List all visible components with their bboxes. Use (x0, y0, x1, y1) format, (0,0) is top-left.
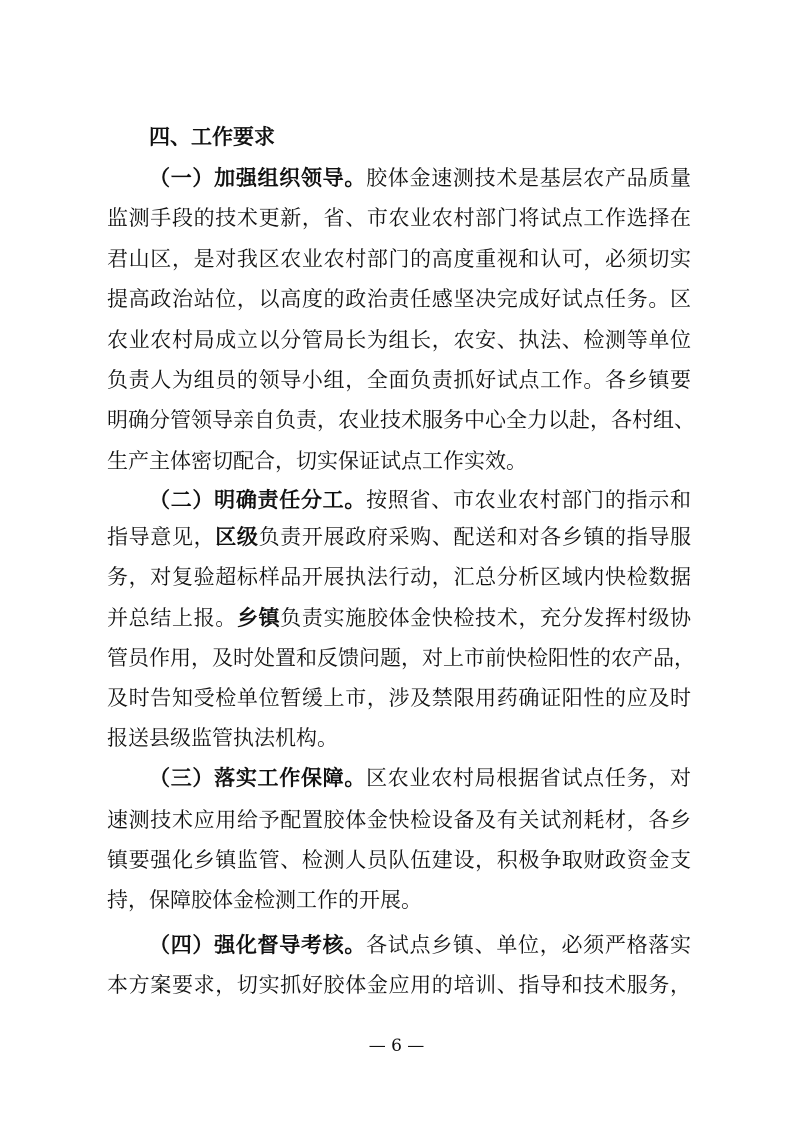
text-run: 务，对复验超标样品开展执法行动，汇总分析区域内快检数据 (107, 565, 691, 589)
text-run: 负责实施胶体金快检技术，充分发挥村级协 (280, 606, 692, 630)
paragraph-2-line (149, 486, 691, 514)
paragraph-3-line (149, 764, 691, 792)
text-run: 按照省、市农业农村部门的指示和 (366, 488, 692, 512)
paragraph-1-line (107, 406, 695, 434)
bold-phrase: （二）明确责任分工。 (149, 487, 367, 512)
paragraph-2-line (107, 644, 695, 672)
text-run: 负责开展政府采购、配送和对各乡镇的指导服 (258, 525, 692, 549)
bold-phrase: （一）加强组织领导。 (149, 165, 367, 190)
paragraph-3-line (107, 886, 691, 914)
paragraph-2-line (107, 724, 691, 752)
text-run: 及时告知受检单位暂缓上市，涉及禁限用药确证阳性的应及时 (107, 686, 691, 710)
paragraph-3-line (107, 846, 691, 874)
paragraph-4-line (149, 931, 691, 959)
text-run: 各试点乡镇、单位，必须严格落实 (366, 933, 692, 957)
text-run: 镇要强化乡镇监管、检测人员队伍建设，积极争取财政资金支 (107, 848, 691, 872)
text-run: 明确分管领导亲自负责，农业技术服务中心全力以赴，各村组、 (107, 408, 695, 432)
bold-phrase: （三）落实工作保障。 (149, 765, 367, 790)
paragraph-1-line (107, 366, 691, 394)
text-run: 持，保障胶体金检测工作的开展。 (107, 888, 422, 912)
text-run: 本方案要求，切实抓好胶体金应用的培训、指导和技术服务， (107, 973, 691, 997)
text-run: 报送县级监管执法机构。 (107, 726, 338, 750)
paragraph-1-line (107, 447, 691, 475)
paragraph-1-line (107, 326, 691, 354)
page-number: — 6 — (368, 1036, 425, 1056)
paragraph-2-line (107, 563, 691, 591)
text-run: 提高政治站位，以高度的政治责任感坚决完成好试点任务。区 (107, 287, 691, 311)
text-run: 胶体金速测技术是基层农产品质量 (366, 166, 692, 190)
paragraph-4-line (107, 971, 691, 999)
text-run: 并总结上报。 (107, 606, 237, 630)
paragraph-1-line (107, 285, 691, 313)
bold-phrase: （四）强化督导考核。 (149, 932, 367, 957)
text-run: 负责人为组员的领导小组，全面负责抓好试点工作。各乡镇要 (107, 368, 691, 392)
section-heading: 四、工作要求 (149, 124, 275, 149)
bold-phrase: 乡镇 (236, 605, 281, 630)
text-run: 区农业农村局根据省试点任务，对 (366, 766, 692, 790)
paragraph-2-line (107, 684, 691, 712)
text-run: 君山区，是对我区农业农村部门的高度重视和认可，必须切实 (107, 247, 691, 271)
paragraph-1-line (149, 164, 691, 192)
paragraph-2-line (107, 523, 691, 551)
text-run: 监测手段的技术更新，省、市农业农村部门将试点工作选择在 (107, 206, 691, 230)
text-run: 农业农村局成立以分管局长为组长，农安、执法、检测等单位 (107, 328, 691, 352)
paragraph-1-line (107, 245, 691, 273)
paragraph-3-line (107, 806, 691, 834)
text-run: 指导意见， (107, 525, 216, 549)
paragraph-1-line (107, 204, 691, 232)
text-run: 速测技术应用给予配置胶体金快检设备及有关试剂耗材，各乡 (107, 808, 691, 832)
text-run: 管员作用，及时处置和反馈问题，对上市前快检阳性的农产品， (107, 646, 695, 670)
text-run: 生产主体密切配合，切实保证试点工作实效。 (107, 449, 527, 473)
paragraph-2-line (107, 604, 691, 632)
bold-phrase: 区级 (215, 524, 259, 549)
